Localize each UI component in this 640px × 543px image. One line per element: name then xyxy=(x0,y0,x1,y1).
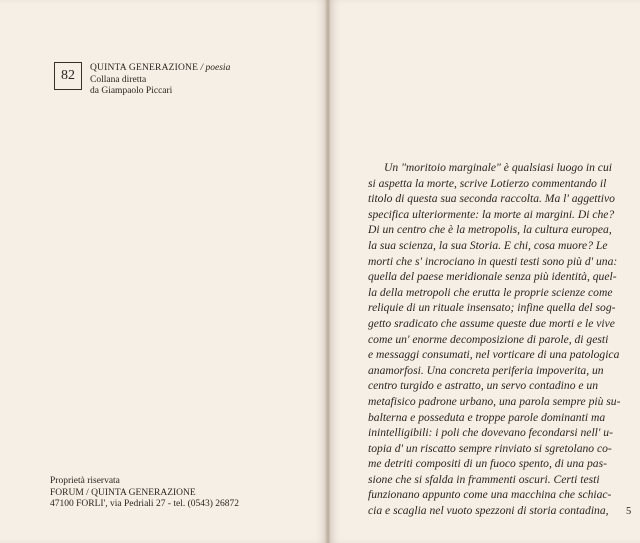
series-separator: / xyxy=(200,63,204,73)
series-number-box: 82 xyxy=(54,62,82,90)
preface-text xyxy=(368,160,632,519)
imprint-address: 47100 FORLI', via Pedriali 27 - tel. (0543) 26872 xyxy=(50,499,240,509)
text-line: funzionano appunto come una macchina che schiac- xyxy=(368,488,612,502)
text-line: e messaggi consumati, nel vorticare di una patologica xyxy=(368,348,620,362)
text-line: Di un centro che è la metropolis, la cultura europea, xyxy=(368,223,612,237)
text-line: la della metropoli che erutta le proprie scienze come xyxy=(368,285,613,299)
director-line: da Giampaolo Piccari xyxy=(90,86,173,96)
imprint-publisher: FORUM / QUINTA GENERAZIONE xyxy=(50,487,196,498)
imprint-rights: Proprietà riservata xyxy=(50,476,120,486)
text-line: morti che s' incrociano in questi testi sono più d' una: xyxy=(368,254,618,268)
text-line: come un' enorme decomposizione di parole, di gesti xyxy=(368,332,609,346)
text-line: si aspetta la morte, scrive Lotierzo commentando il xyxy=(368,176,607,190)
imprint xyxy=(50,476,239,511)
page-number: 5 xyxy=(626,506,632,517)
collana-line: Collana diretta xyxy=(90,74,147,85)
text-line: centro turgido e astratto, un servo contadino e un xyxy=(368,379,599,393)
text-line: sione che si sfalda in frammenti oscuri. Certi testi xyxy=(368,472,600,486)
text-line: Un "moritoio marginale" è qualsiasi luogo in cui xyxy=(384,161,612,174)
text-line: getto sradicato che assume queste due morti e le vive xyxy=(368,316,615,330)
text-line: inintelligibili: i poli che dovevano fecondarsi nell' u- xyxy=(368,426,613,440)
series-title: QUINTA GENERAZIONE xyxy=(90,63,199,73)
text-line: topia d' un riscatto sempre rinviato si sgretolano co- xyxy=(368,441,612,455)
text-line: la sua scienza, la sua Storia. E chi, cosa muore? Le xyxy=(368,238,608,252)
series-genre: poesia xyxy=(205,63,231,73)
text-line: specifica ulteriormente: la morte ai margini. Di che? xyxy=(368,207,615,221)
text-line: reliquie di un rituale insensato; infine quella del sog- xyxy=(368,301,616,315)
series-text xyxy=(90,63,230,98)
text-line: quella del paese meridionale senza più identità, quel- xyxy=(368,270,617,284)
series-title-line xyxy=(90,63,230,75)
right-page xyxy=(330,0,640,543)
text-line: cia e scaglia nel vuoto spezzoni di storia contadina, xyxy=(368,504,609,518)
text-line: anamorfosi. Una concreta periferia impoverita, un xyxy=(368,363,604,377)
text-line: balterna e posseduta e troppe parole dominanti ma xyxy=(368,410,606,424)
text-line: me detriti compositi di un fuoco spento, di una pas- xyxy=(368,457,607,471)
text-line: metafisico padrone urbano, una parola sempre più su- xyxy=(368,394,621,408)
text-line: titolo di questa sua seconda raccolta. Ma l' aggettivo xyxy=(368,192,615,206)
